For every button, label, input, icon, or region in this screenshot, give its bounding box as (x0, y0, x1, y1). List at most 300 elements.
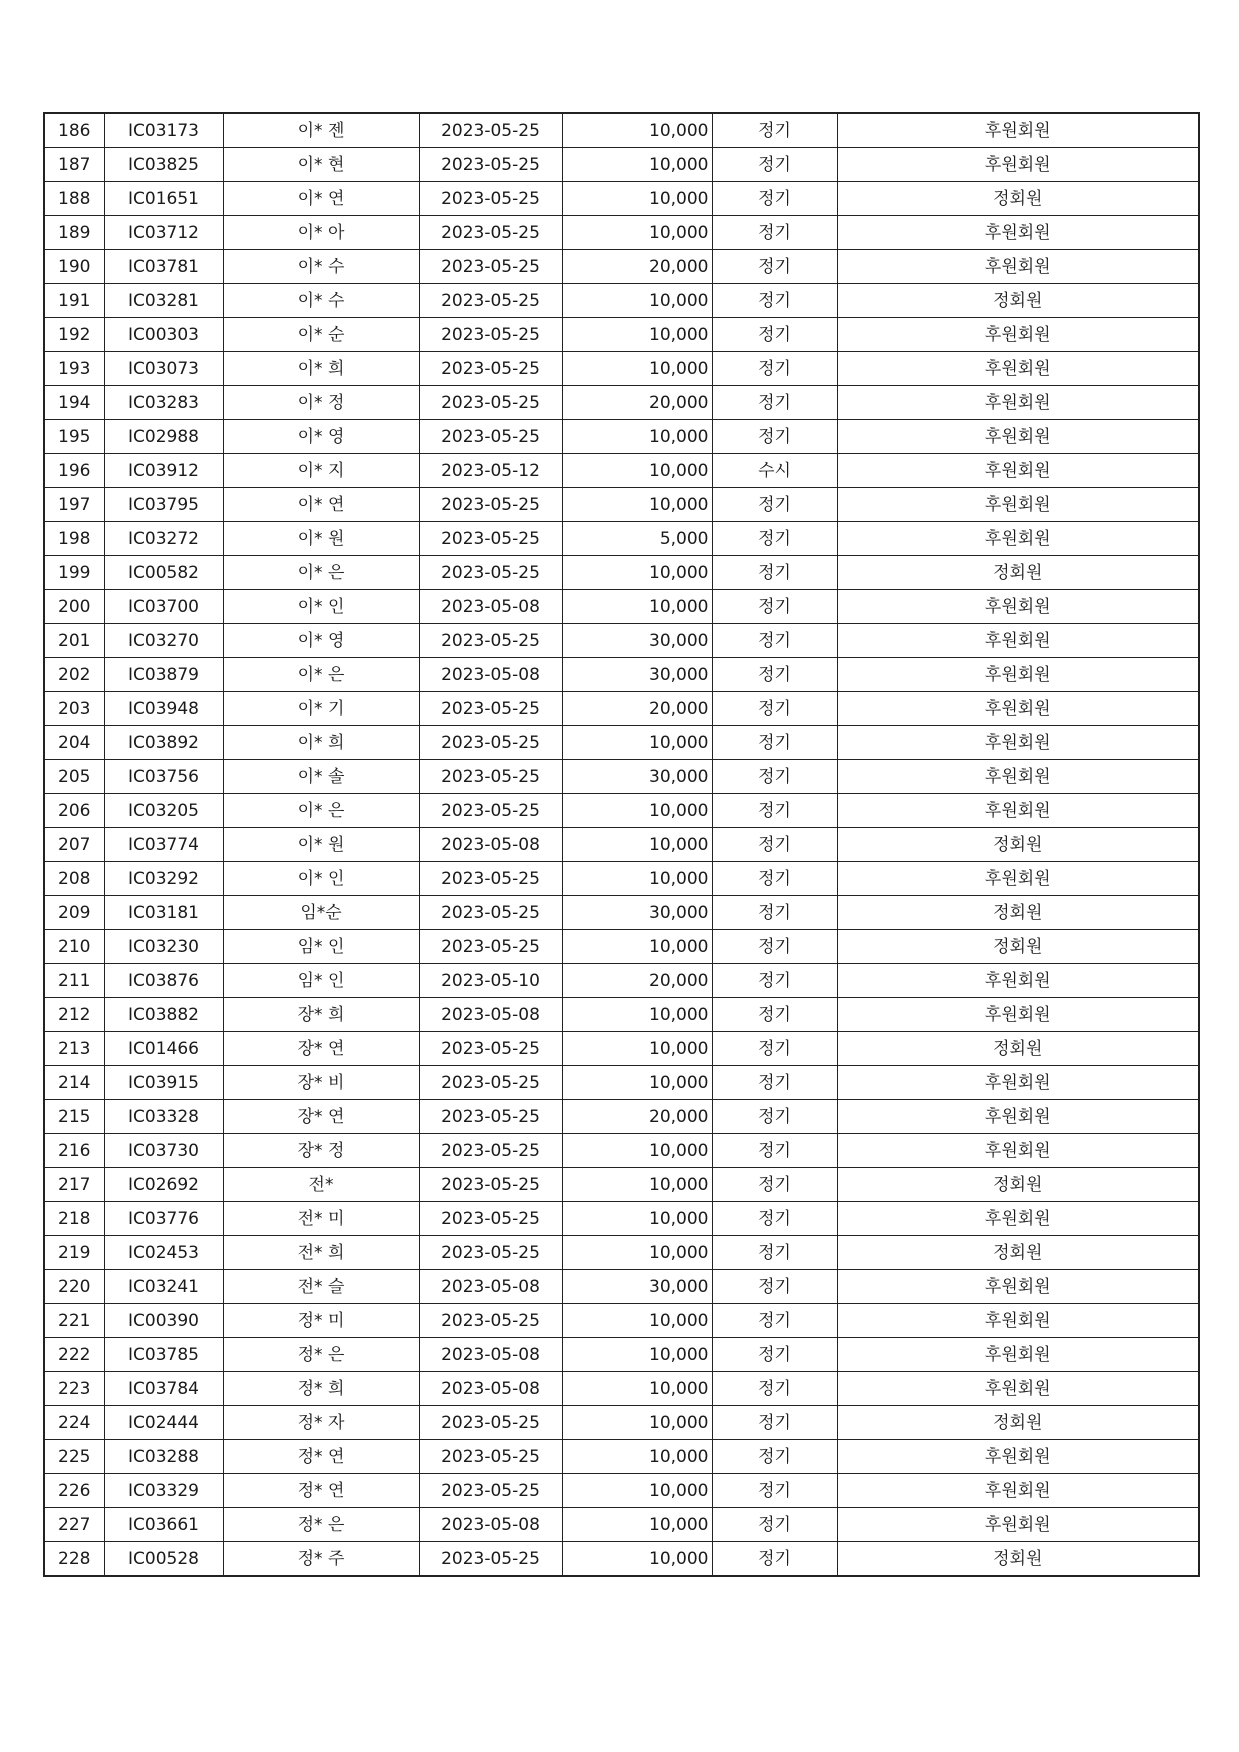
donation-date-cell: 2023-05-12 (419, 454, 562, 488)
row-number-cell: 198 (44, 522, 104, 556)
member-name-cell: 이* 은 (223, 556, 419, 590)
table-row (44, 1100, 1199, 1134)
amount-cell: 10,000 (562, 1202, 712, 1236)
donation-date-cell: 2023-05-25 (419, 1440, 562, 1474)
member-class-cell: 후원회원 (837, 420, 1199, 454)
amount-cell: 10,000 (562, 216, 712, 250)
amount-cell: 10,000 (562, 1168, 712, 1202)
amount-cell: 30,000 (562, 896, 712, 930)
donation-date-cell: 2023-05-25 (419, 1134, 562, 1168)
row-number-cell: 228 (44, 1542, 104, 1577)
member-class-cell: 후원회원 (837, 998, 1199, 1032)
amount-cell: 30,000 (562, 760, 712, 794)
row-number-cell: 206 (44, 794, 104, 828)
donation-type-cell: 정기 (712, 1338, 837, 1372)
amount-cell: 10,000 (562, 113, 712, 148)
table-row (44, 1440, 1199, 1474)
donation-date-cell: 2023-05-25 (419, 386, 562, 420)
member-id-cell: IC03230 (104, 930, 223, 964)
donation-type-cell: 수시 (712, 454, 837, 488)
member-name-cell: 이* 연 (223, 182, 419, 216)
member-class-cell: 정회원 (837, 1542, 1199, 1577)
member-class-cell: 후원회원 (837, 1202, 1199, 1236)
member-name-cell: 이* 인 (223, 862, 419, 896)
row-number-cell: 189 (44, 216, 104, 250)
member-class-cell: 후원회원 (837, 454, 1199, 488)
donation-type-cell: 정기 (712, 760, 837, 794)
row-number-cell: 209 (44, 896, 104, 930)
member-class-cell: 후원회원 (837, 1100, 1199, 1134)
member-id-cell: IC03173 (104, 113, 223, 148)
member-class-cell: 후원회원 (837, 216, 1199, 250)
donation-date-cell: 2023-05-25 (419, 1406, 562, 1440)
member-name-cell: 이* 원 (223, 522, 419, 556)
table-row (44, 726, 1199, 760)
amount-cell: 10,000 (562, 930, 712, 964)
donation-date-cell: 2023-05-25 (419, 522, 562, 556)
member-name-cell: 임* 인 (223, 964, 419, 998)
member-id-cell: IC03712 (104, 216, 223, 250)
amount-cell: 10,000 (562, 1542, 712, 1577)
member-class-cell: 후원회원 (837, 1372, 1199, 1406)
member-class-cell: 후원회원 (837, 1508, 1199, 1542)
donation-table (43, 112, 1200, 1577)
amount-cell: 10,000 (562, 1134, 712, 1168)
member-class-cell: 후원회원 (837, 1270, 1199, 1304)
member-id-cell: IC03205 (104, 794, 223, 828)
member-name-cell: 이* 영 (223, 420, 419, 454)
table-row (44, 1338, 1199, 1372)
donation-date-cell: 2023-05-08 (419, 1372, 562, 1406)
donation-type-cell: 정기 (712, 1032, 837, 1066)
member-name-cell: 정* 미 (223, 1304, 419, 1338)
member-id-cell: IC03329 (104, 1474, 223, 1508)
member-id-cell: IC03785 (104, 1338, 223, 1372)
member-class-cell: 후원회원 (837, 1066, 1199, 1100)
row-number-cell: 186 (44, 113, 104, 148)
donation-type-cell: 정기 (712, 1168, 837, 1202)
member-class-cell: 정회원 (837, 1406, 1199, 1440)
donation-type-cell: 정기 (712, 998, 837, 1032)
donation-type-cell: 정기 (712, 148, 837, 182)
member-id-cell: IC03825 (104, 148, 223, 182)
donation-type-cell: 정기 (712, 862, 837, 896)
donation-date-cell: 2023-05-25 (419, 726, 562, 760)
donation-type-cell: 정기 (712, 1066, 837, 1100)
donation-date-cell: 2023-05-25 (419, 1236, 562, 1270)
member-id-cell: IC03892 (104, 726, 223, 760)
member-id-cell: IC03882 (104, 998, 223, 1032)
table-row (44, 420, 1199, 454)
amount-cell: 20,000 (562, 964, 712, 998)
member-id-cell: IC03292 (104, 862, 223, 896)
member-name-cell: 정* 주 (223, 1542, 419, 1577)
member-name-cell: 이* 희 (223, 726, 419, 760)
table-row (44, 386, 1199, 420)
member-name-cell: 정* 연 (223, 1474, 419, 1508)
member-id-cell: IC03948 (104, 692, 223, 726)
donation-type-cell: 정기 (712, 828, 837, 862)
member-name-cell: 장* 연 (223, 1100, 419, 1134)
donation-date-cell: 2023-05-25 (419, 930, 562, 964)
member-class-cell: 후원회원 (837, 1304, 1199, 1338)
row-number-cell: 195 (44, 420, 104, 454)
amount-cell: 10,000 (562, 1508, 712, 1542)
donation-date-cell: 2023-05-08 (419, 1338, 562, 1372)
member-id-cell: IC03879 (104, 658, 223, 692)
table-row (44, 113, 1199, 148)
row-number-cell: 188 (44, 182, 104, 216)
member-name-cell: 이* 솔 (223, 760, 419, 794)
donation-date-cell: 2023-05-08 (419, 1270, 562, 1304)
donation-type-cell: 정기 (712, 420, 837, 454)
donation-type-cell: 정기 (712, 216, 837, 250)
table-row (44, 148, 1199, 182)
member-id-cell: IC03781 (104, 250, 223, 284)
donation-type-cell: 정기 (712, 1134, 837, 1168)
member-name-cell: 이* 젠 (223, 113, 419, 148)
member-id-cell: IC02453 (104, 1236, 223, 1270)
member-id-cell: IC03795 (104, 488, 223, 522)
table-row (44, 828, 1199, 862)
member-name-cell: 장* 연 (223, 1032, 419, 1066)
member-class-cell: 후원회원 (837, 1440, 1199, 1474)
member-class-cell: 후원회원 (837, 794, 1199, 828)
donation-type-cell: 정기 (712, 1406, 837, 1440)
member-class-cell: 후원회원 (837, 590, 1199, 624)
donation-type-cell: 정기 (712, 1508, 837, 1542)
member-class-cell: 후원회원 (837, 1338, 1199, 1372)
row-number-cell: 227 (44, 1508, 104, 1542)
member-id-cell: IC03756 (104, 760, 223, 794)
row-number-cell: 222 (44, 1338, 104, 1372)
member-name-cell: 임* 인 (223, 930, 419, 964)
table-row (44, 1304, 1199, 1338)
member-class-cell: 후원회원 (837, 862, 1199, 896)
donation-date-cell: 2023-05-25 (419, 1542, 562, 1577)
member-name-cell: 이* 순 (223, 318, 419, 352)
donation-type-cell: 정기 (712, 964, 837, 998)
member-class-cell: 정회원 (837, 284, 1199, 318)
donation-type-cell: 정기 (712, 182, 837, 216)
member-name-cell: 이* 수 (223, 250, 419, 284)
donation-type-cell: 정기 (712, 1474, 837, 1508)
amount-cell: 10,000 (562, 352, 712, 386)
row-number-cell: 196 (44, 454, 104, 488)
row-number-cell: 213 (44, 1032, 104, 1066)
amount-cell: 10,000 (562, 794, 712, 828)
donation-date-cell: 2023-05-25 (419, 113, 562, 148)
donation-date-cell: 2023-05-25 (419, 182, 562, 216)
table-row (44, 182, 1199, 216)
donation-date-cell: 2023-05-25 (419, 624, 562, 658)
amount-cell: 30,000 (562, 1270, 712, 1304)
donation-date-cell: 2023-05-08 (419, 658, 562, 692)
member-class-cell: 후원회원 (837, 1474, 1199, 1508)
donation-type-cell: 정기 (712, 726, 837, 760)
donation-date-cell: 2023-05-25 (419, 1066, 562, 1100)
row-number-cell: 218 (44, 1202, 104, 1236)
member-class-cell: 후원회원 (837, 1134, 1199, 1168)
row-number-cell: 208 (44, 862, 104, 896)
table-row (44, 760, 1199, 794)
donation-type-cell: 정기 (712, 1100, 837, 1134)
donation-date-cell: 2023-05-25 (419, 692, 562, 726)
member-name-cell: 전* 미 (223, 1202, 419, 1236)
row-number-cell: 205 (44, 760, 104, 794)
table-row (44, 454, 1199, 488)
table-row (44, 1168, 1199, 1202)
row-number-cell: 190 (44, 250, 104, 284)
member-class-cell: 정회원 (837, 1032, 1199, 1066)
row-number-cell: 225 (44, 1440, 104, 1474)
amount-cell: 10,000 (562, 420, 712, 454)
row-number-cell: 193 (44, 352, 104, 386)
table-row (44, 250, 1199, 284)
donation-date-cell: 2023-05-08 (419, 828, 562, 862)
table-row (44, 1134, 1199, 1168)
donation-type-cell: 정기 (712, 692, 837, 726)
amount-cell: 10,000 (562, 1338, 712, 1372)
amount-cell: 10,000 (562, 284, 712, 318)
donation-date-cell: 2023-05-25 (419, 250, 562, 284)
member-class-cell: 정회원 (837, 556, 1199, 590)
member-id-cell: IC03876 (104, 964, 223, 998)
amount-cell: 30,000 (562, 658, 712, 692)
member-class-cell: 후원회원 (837, 488, 1199, 522)
donation-type-cell: 정기 (712, 352, 837, 386)
table-row (44, 624, 1199, 658)
row-number-cell: 204 (44, 726, 104, 760)
amount-cell: 10,000 (562, 1066, 712, 1100)
donation-date-cell: 2023-05-25 (419, 488, 562, 522)
amount-cell: 10,000 (562, 488, 712, 522)
table-row (44, 216, 1199, 250)
donation-date-cell: 2023-05-25 (419, 862, 562, 896)
donation-type-cell: 정기 (712, 1542, 837, 1577)
amount-cell: 10,000 (562, 182, 712, 216)
donation-type-cell: 정기 (712, 556, 837, 590)
amount-cell: 10,000 (562, 590, 712, 624)
row-number-cell: 207 (44, 828, 104, 862)
member-id-cell: IC03661 (104, 1508, 223, 1542)
member-class-cell: 정회원 (837, 1236, 1199, 1270)
member-class-cell: 후원회원 (837, 250, 1199, 284)
member-id-cell: IC03700 (104, 590, 223, 624)
amount-cell: 20,000 (562, 1100, 712, 1134)
table-row (44, 794, 1199, 828)
table-row (44, 1508, 1199, 1542)
member-name-cell: 이* 영 (223, 624, 419, 658)
member-name-cell: 전* 슬 (223, 1270, 419, 1304)
member-class-cell: 후원회원 (837, 352, 1199, 386)
donation-date-cell: 2023-05-25 (419, 794, 562, 828)
member-name-cell: 이* 정 (223, 386, 419, 420)
row-number-cell: 203 (44, 692, 104, 726)
table-row (44, 318, 1199, 352)
donation-type-cell: 정기 (712, 590, 837, 624)
table-row (44, 1474, 1199, 1508)
donation-type-cell: 정기 (712, 930, 837, 964)
amount-cell: 10,000 (562, 862, 712, 896)
donation-date-cell: 2023-05-25 (419, 1168, 562, 1202)
donation-date-cell: 2023-05-25 (419, 318, 562, 352)
member-class-cell: 후원회원 (837, 658, 1199, 692)
donation-type-cell: 정기 (712, 1372, 837, 1406)
member-id-cell: IC03283 (104, 386, 223, 420)
member-id-cell: IC00390 (104, 1304, 223, 1338)
member-name-cell: 임*순 (223, 896, 419, 930)
table-row (44, 1270, 1199, 1304)
amount-cell: 10,000 (562, 148, 712, 182)
donation-date-cell: 2023-05-25 (419, 216, 562, 250)
member-class-cell: 후원회원 (837, 624, 1199, 658)
member-name-cell: 이* 원 (223, 828, 419, 862)
member-id-cell: IC03073 (104, 352, 223, 386)
amount-cell: 10,000 (562, 1236, 712, 1270)
table-row (44, 522, 1199, 556)
row-number-cell: 199 (44, 556, 104, 590)
member-id-cell: IC03181 (104, 896, 223, 930)
table-row (44, 590, 1199, 624)
donation-date-cell: 2023-05-25 (419, 1202, 562, 1236)
donation-type-cell: 정기 (712, 386, 837, 420)
donation-date-cell: 2023-05-25 (419, 896, 562, 930)
member-id-cell: IC02988 (104, 420, 223, 454)
donation-date-cell: 2023-05-25 (419, 1474, 562, 1508)
amount-cell: 10,000 (562, 556, 712, 590)
donation-type-cell: 정기 (712, 488, 837, 522)
row-number-cell: 197 (44, 488, 104, 522)
member-class-cell: 후원회원 (837, 692, 1199, 726)
row-number-cell: 194 (44, 386, 104, 420)
donation-table-body (44, 113, 1199, 1576)
amount-cell: 10,000 (562, 726, 712, 760)
amount-cell: 10,000 (562, 1474, 712, 1508)
member-class-cell: 정회원 (837, 1168, 1199, 1202)
table-row (44, 1542, 1199, 1577)
member-class-cell: 후원회원 (837, 726, 1199, 760)
donation-date-cell: 2023-05-25 (419, 556, 562, 590)
table-row (44, 998, 1199, 1032)
row-number-cell: 217 (44, 1168, 104, 1202)
member-name-cell: 이* 희 (223, 352, 419, 386)
row-number-cell: 226 (44, 1474, 104, 1508)
donation-type-cell: 정기 (712, 1236, 837, 1270)
row-number-cell: 202 (44, 658, 104, 692)
table-row (44, 1066, 1199, 1100)
member-name-cell: 정* 자 (223, 1406, 419, 1440)
member-name-cell: 이* 은 (223, 794, 419, 828)
member-name-cell: 이* 연 (223, 488, 419, 522)
row-number-cell: 220 (44, 1270, 104, 1304)
member-name-cell: 정* 연 (223, 1440, 419, 1474)
member-name-cell: 이* 은 (223, 658, 419, 692)
donation-date-cell: 2023-05-25 (419, 420, 562, 454)
member-class-cell: 후원회원 (837, 148, 1199, 182)
donation-type-cell: 정기 (712, 1304, 837, 1338)
member-id-cell: IC03241 (104, 1270, 223, 1304)
member-name-cell: 이* 아 (223, 216, 419, 250)
donation-date-cell: 2023-05-25 (419, 1100, 562, 1134)
row-number-cell: 187 (44, 148, 104, 182)
row-number-cell: 200 (44, 590, 104, 624)
row-number-cell: 223 (44, 1372, 104, 1406)
member-class-cell: 정회원 (837, 182, 1199, 216)
row-number-cell: 216 (44, 1134, 104, 1168)
donation-date-cell: 2023-05-08 (419, 590, 562, 624)
table-row (44, 1372, 1199, 1406)
row-number-cell: 224 (44, 1406, 104, 1440)
member-id-cell: IC00528 (104, 1542, 223, 1577)
member-name-cell: 정* 은 (223, 1508, 419, 1542)
table-row (44, 964, 1199, 998)
donation-date-cell: 2023-05-25 (419, 148, 562, 182)
amount-cell: 20,000 (562, 692, 712, 726)
donation-date-cell: 2023-05-10 (419, 964, 562, 998)
donation-type-cell: 정기 (712, 658, 837, 692)
amount-cell: 20,000 (562, 386, 712, 420)
member-id-cell: IC03328 (104, 1100, 223, 1134)
donation-type-cell: 정기 (712, 318, 837, 352)
member-class-cell: 정회원 (837, 896, 1199, 930)
member-id-cell: IC03272 (104, 522, 223, 556)
table-row (44, 1236, 1199, 1270)
donation-type-cell: 정기 (712, 1440, 837, 1474)
donation-type-cell: 정기 (712, 624, 837, 658)
table-row (44, 488, 1199, 522)
donation-type-cell: 정기 (712, 522, 837, 556)
member-id-cell: IC03774 (104, 828, 223, 862)
member-id-cell: IC00303 (104, 318, 223, 352)
donation-date-cell: 2023-05-25 (419, 1304, 562, 1338)
member-id-cell: IC03784 (104, 1372, 223, 1406)
donation-date-cell: 2023-05-25 (419, 352, 562, 386)
member-name-cell: 이* 기 (223, 692, 419, 726)
row-number-cell: 211 (44, 964, 104, 998)
donation-type-cell: 정기 (712, 1202, 837, 1236)
row-number-cell: 212 (44, 998, 104, 1032)
amount-cell: 10,000 (562, 1372, 712, 1406)
donation-type-cell: 정기 (712, 250, 837, 284)
amount-cell: 10,000 (562, 828, 712, 862)
member-id-cell: IC01466 (104, 1032, 223, 1066)
member-name-cell: 이* 현 (223, 148, 419, 182)
member-id-cell: IC03270 (104, 624, 223, 658)
amount-cell: 10,000 (562, 318, 712, 352)
donation-type-cell: 정기 (712, 1270, 837, 1304)
member-id-cell: IC03912 (104, 454, 223, 488)
member-name-cell: 이* 수 (223, 284, 419, 318)
table-row (44, 862, 1199, 896)
member-class-cell: 후원회원 (837, 318, 1199, 352)
donation-date-cell: 2023-05-08 (419, 1508, 562, 1542)
amount-cell: 20,000 (562, 250, 712, 284)
donation-date-cell: 2023-05-25 (419, 760, 562, 794)
amount-cell: 10,000 (562, 1406, 712, 1440)
donation-date-cell: 2023-05-08 (419, 998, 562, 1032)
row-number-cell: 215 (44, 1100, 104, 1134)
row-number-cell: 219 (44, 1236, 104, 1270)
member-id-cell: IC03776 (104, 1202, 223, 1236)
member-id-cell: IC03288 (104, 1440, 223, 1474)
member-id-cell: IC01651 (104, 182, 223, 216)
amount-cell: 10,000 (562, 1032, 712, 1066)
amount-cell: 10,000 (562, 1304, 712, 1338)
table-row (44, 930, 1199, 964)
donation-type-cell: 정기 (712, 896, 837, 930)
table-row (44, 896, 1199, 930)
